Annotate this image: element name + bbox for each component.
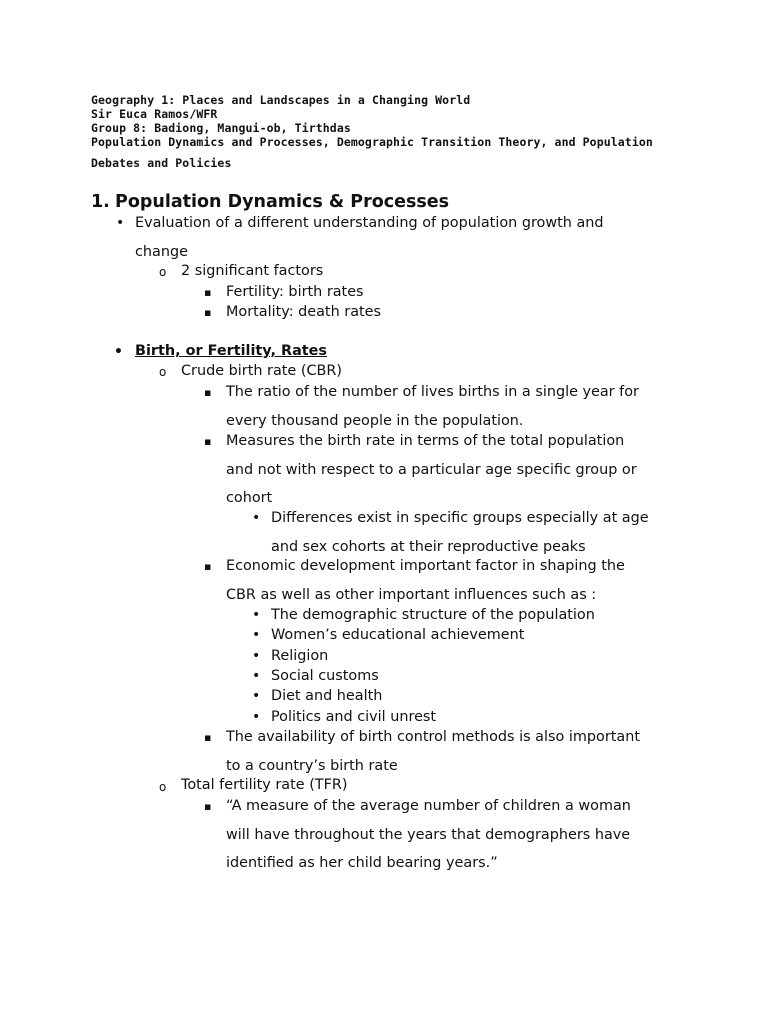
square-bullet-icon: ▪ [204,560,212,573]
circle-bullet-icon: o [159,780,167,794]
econ-line-2: CBR as well as other important influences such as : [226,587,597,603]
square-bullet-icon: ▪ [204,800,212,813]
disc-bullet-icon: • [252,627,261,643]
course-title: Geography 1: Places and Landscapes in a Changing World [91,93,471,107]
econ-line-1: Economic development important factor in shaping the [226,558,625,574]
square-bullet-icon: ▪ [204,306,212,319]
topics-line-2: Debates and Policies [91,156,232,170]
disc-bullet-icon: • [252,688,261,704]
square-bullet-icon: ▪ [204,286,212,299]
square-bullet-icon: ▪ [204,435,212,448]
square-bullet-icon: ▪ [204,386,212,399]
influence-item: Women’s educational achievement [271,627,525,643]
circle-bullet-icon: o [159,365,167,379]
topics-line-1: Population Dynamics and Processes, Demographic Transition Theory, and Population [91,135,653,149]
tfr-line: Total fertility rate (TFR) [181,777,348,793]
disc-bullet-icon: • [114,344,123,360]
diff-line-2: and sex cohorts at their reproductive peaks [271,539,586,555]
birth-rates-heading: Birth, or Fertility, Rates [135,343,327,359]
disc-bullet-icon: • [252,510,261,526]
disc-bullet-icon: • [252,709,261,725]
eval-line-1: Evaluation of a different understanding of population growth and [135,215,604,231]
influence-item: The demographic structure of the population [271,607,595,623]
influence-item: Religion [271,648,329,664]
circle-bullet-icon: o [159,265,167,279]
disc-bullet-icon: • [116,215,125,231]
section-title: Population Dynamics & Processes [115,192,450,212]
ratio-line-2: every thousand people in the population. [226,413,524,429]
tfr-definition-line-2: will have throughout the years that demographers have [226,827,631,843]
influence-item: Diet and health [271,688,383,704]
factors-line: 2 significant factors [181,263,324,279]
mortality-line: Mortality: death rates [226,304,382,320]
cbr-line: Crude birth rate (CBR) [181,363,342,379]
influence-item: Social customs [271,668,379,684]
avail-line-2: to a country’s birth rate [226,758,398,774]
instructor-line: Sir Euca Ramos/WFR [91,107,218,121]
disc-bullet-icon: • [252,668,261,684]
group-line: Group 8: Badiong, Mangui-ob, Tirthdas [91,121,351,135]
disc-bullet-icon: • [252,607,261,623]
eval-line-2: change [135,244,188,260]
measures-line-3: cohort [226,490,273,506]
section-heading [91,192,449,212]
disc-bullet-icon: • [252,648,261,664]
measures-line-1: Measures the birth rate in terms of the total population [226,433,625,449]
section-number: 1. [91,192,110,212]
square-bullet-icon: ▪ [204,731,212,744]
tfr-definition-line-1: “A measure of the average number of children a woman [226,798,631,814]
measures-line-2: and not with respect to a particular age specific group or [226,462,637,478]
ratio-line-1: The ratio of the number of lives births in a single year for [226,384,639,400]
avail-line-1: The availability of birth control methods is also important [226,729,640,745]
tfr-definition-line-3: identified as her child bearing years.” [226,855,498,871]
influence-item: Politics and civil unrest [271,709,437,725]
fertility-line: Fertility: birth rates [226,284,364,300]
diff-line-1: Differences exist in specific groups especially at age [271,510,649,526]
